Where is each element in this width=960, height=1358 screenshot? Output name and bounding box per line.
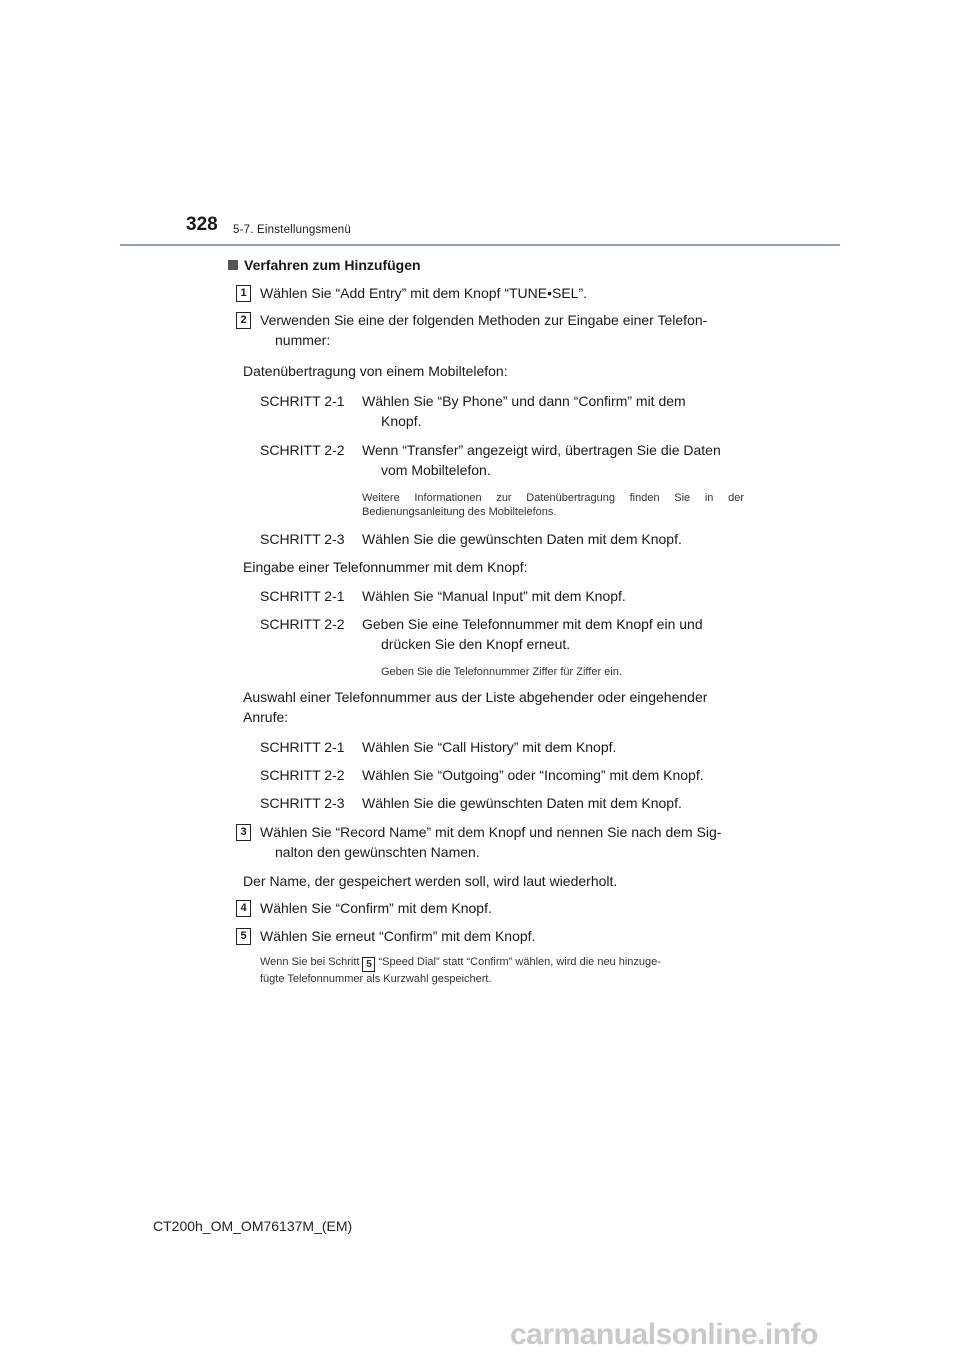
square-bullet-icon bbox=[228, 260, 238, 270]
step-label: SCHRITT 2-1 bbox=[260, 588, 345, 604]
step-1-text: Wählen Sie “Add Entry” mit dem Knopf “TUNE•SEL”. bbox=[260, 285, 588, 301]
step-3-note: Der Name, der gespeichert werden soll, wird laut wiederholt. bbox=[243, 873, 618, 889]
step-label: SCHRITT 2-2 bbox=[260, 442, 345, 458]
step-2-text-cont: nummer: bbox=[275, 332, 331, 348]
step-label: SCHRITT 2-1 bbox=[260, 739, 345, 755]
method-2-note: Geben Sie die Telefonnummer Ziffer für Ziffer ein. bbox=[381, 666, 622, 678]
step-2-text: Verwenden Sie eine der folgenden Methoden zur Eingabe einer Telefon- bbox=[260, 312, 708, 328]
step-4-text: Wählen Sie “Confirm” mit dem Knopf. bbox=[260, 900, 492, 916]
method-3-title: Auswahl einer Telefonnummer aus der Liste abgehender oder eingehender bbox=[243, 689, 708, 705]
final-note: Wenn Sie bei Schritt 5 “Speed Dial” statt “Confirm” wählen, wird die neu hinzuge- fügte Telefonnummer als Kurzwahl gespeichert. bbox=[260, 956, 661, 985]
step-3-text-cont: nalton den gewünschten Namen. bbox=[275, 844, 480, 860]
method-3-title-cont: Anrufe: bbox=[243, 709, 289, 725]
step-label: SCHRITT 2-2 bbox=[260, 616, 345, 632]
procedure-heading: Verfahren zum Hinzufügen bbox=[228, 257, 421, 273]
step-label: SCHRITT 2-3 bbox=[260, 795, 345, 811]
watermark: carmanualsonline.info bbox=[510, 1318, 818, 1351]
document-code: CT200h_OM_OM76137M_(EM) bbox=[153, 1218, 353, 1234]
step-label: SCHRITT 2-2 bbox=[260, 767, 345, 783]
step-4-badge: 4 bbox=[236, 900, 251, 917]
method-1-title: Datenübertragung von einem Mobiltelefon: bbox=[243, 363, 508, 379]
step-3-badge: 3 bbox=[236, 824, 251, 841]
step-label: SCHRITT 2-3 bbox=[260, 531, 345, 547]
step-label: SCHRITT 2-1 bbox=[260, 393, 345, 409]
header-rule bbox=[120, 244, 840, 246]
step-2-badge: 2 bbox=[236, 312, 251, 329]
step-5-badge: 5 bbox=[236, 928, 251, 945]
step-5-inline-badge: 5 bbox=[362, 957, 375, 972]
section-title: 5-7. Einstellungsmenü bbox=[233, 224, 351, 236]
step-5-text: Wählen Sie erneut “Confirm” mit dem Knopf. bbox=[260, 928, 536, 944]
method-2-title: Eingabe einer Telefonnummer mit dem Knopf: bbox=[243, 559, 528, 575]
method-1-note: Weitere Informationen zur Datenübertragung finden Sie in der Bedienungsanleitung des Mobiltelefons. bbox=[362, 492, 744, 518]
page-number: 328 bbox=[186, 214, 218, 235]
step-3-text: Wählen Sie “Record Name” mit dem Knopf und nennen Sie nach dem Sig- bbox=[260, 824, 722, 840]
step-1-badge: 1 bbox=[236, 285, 251, 302]
